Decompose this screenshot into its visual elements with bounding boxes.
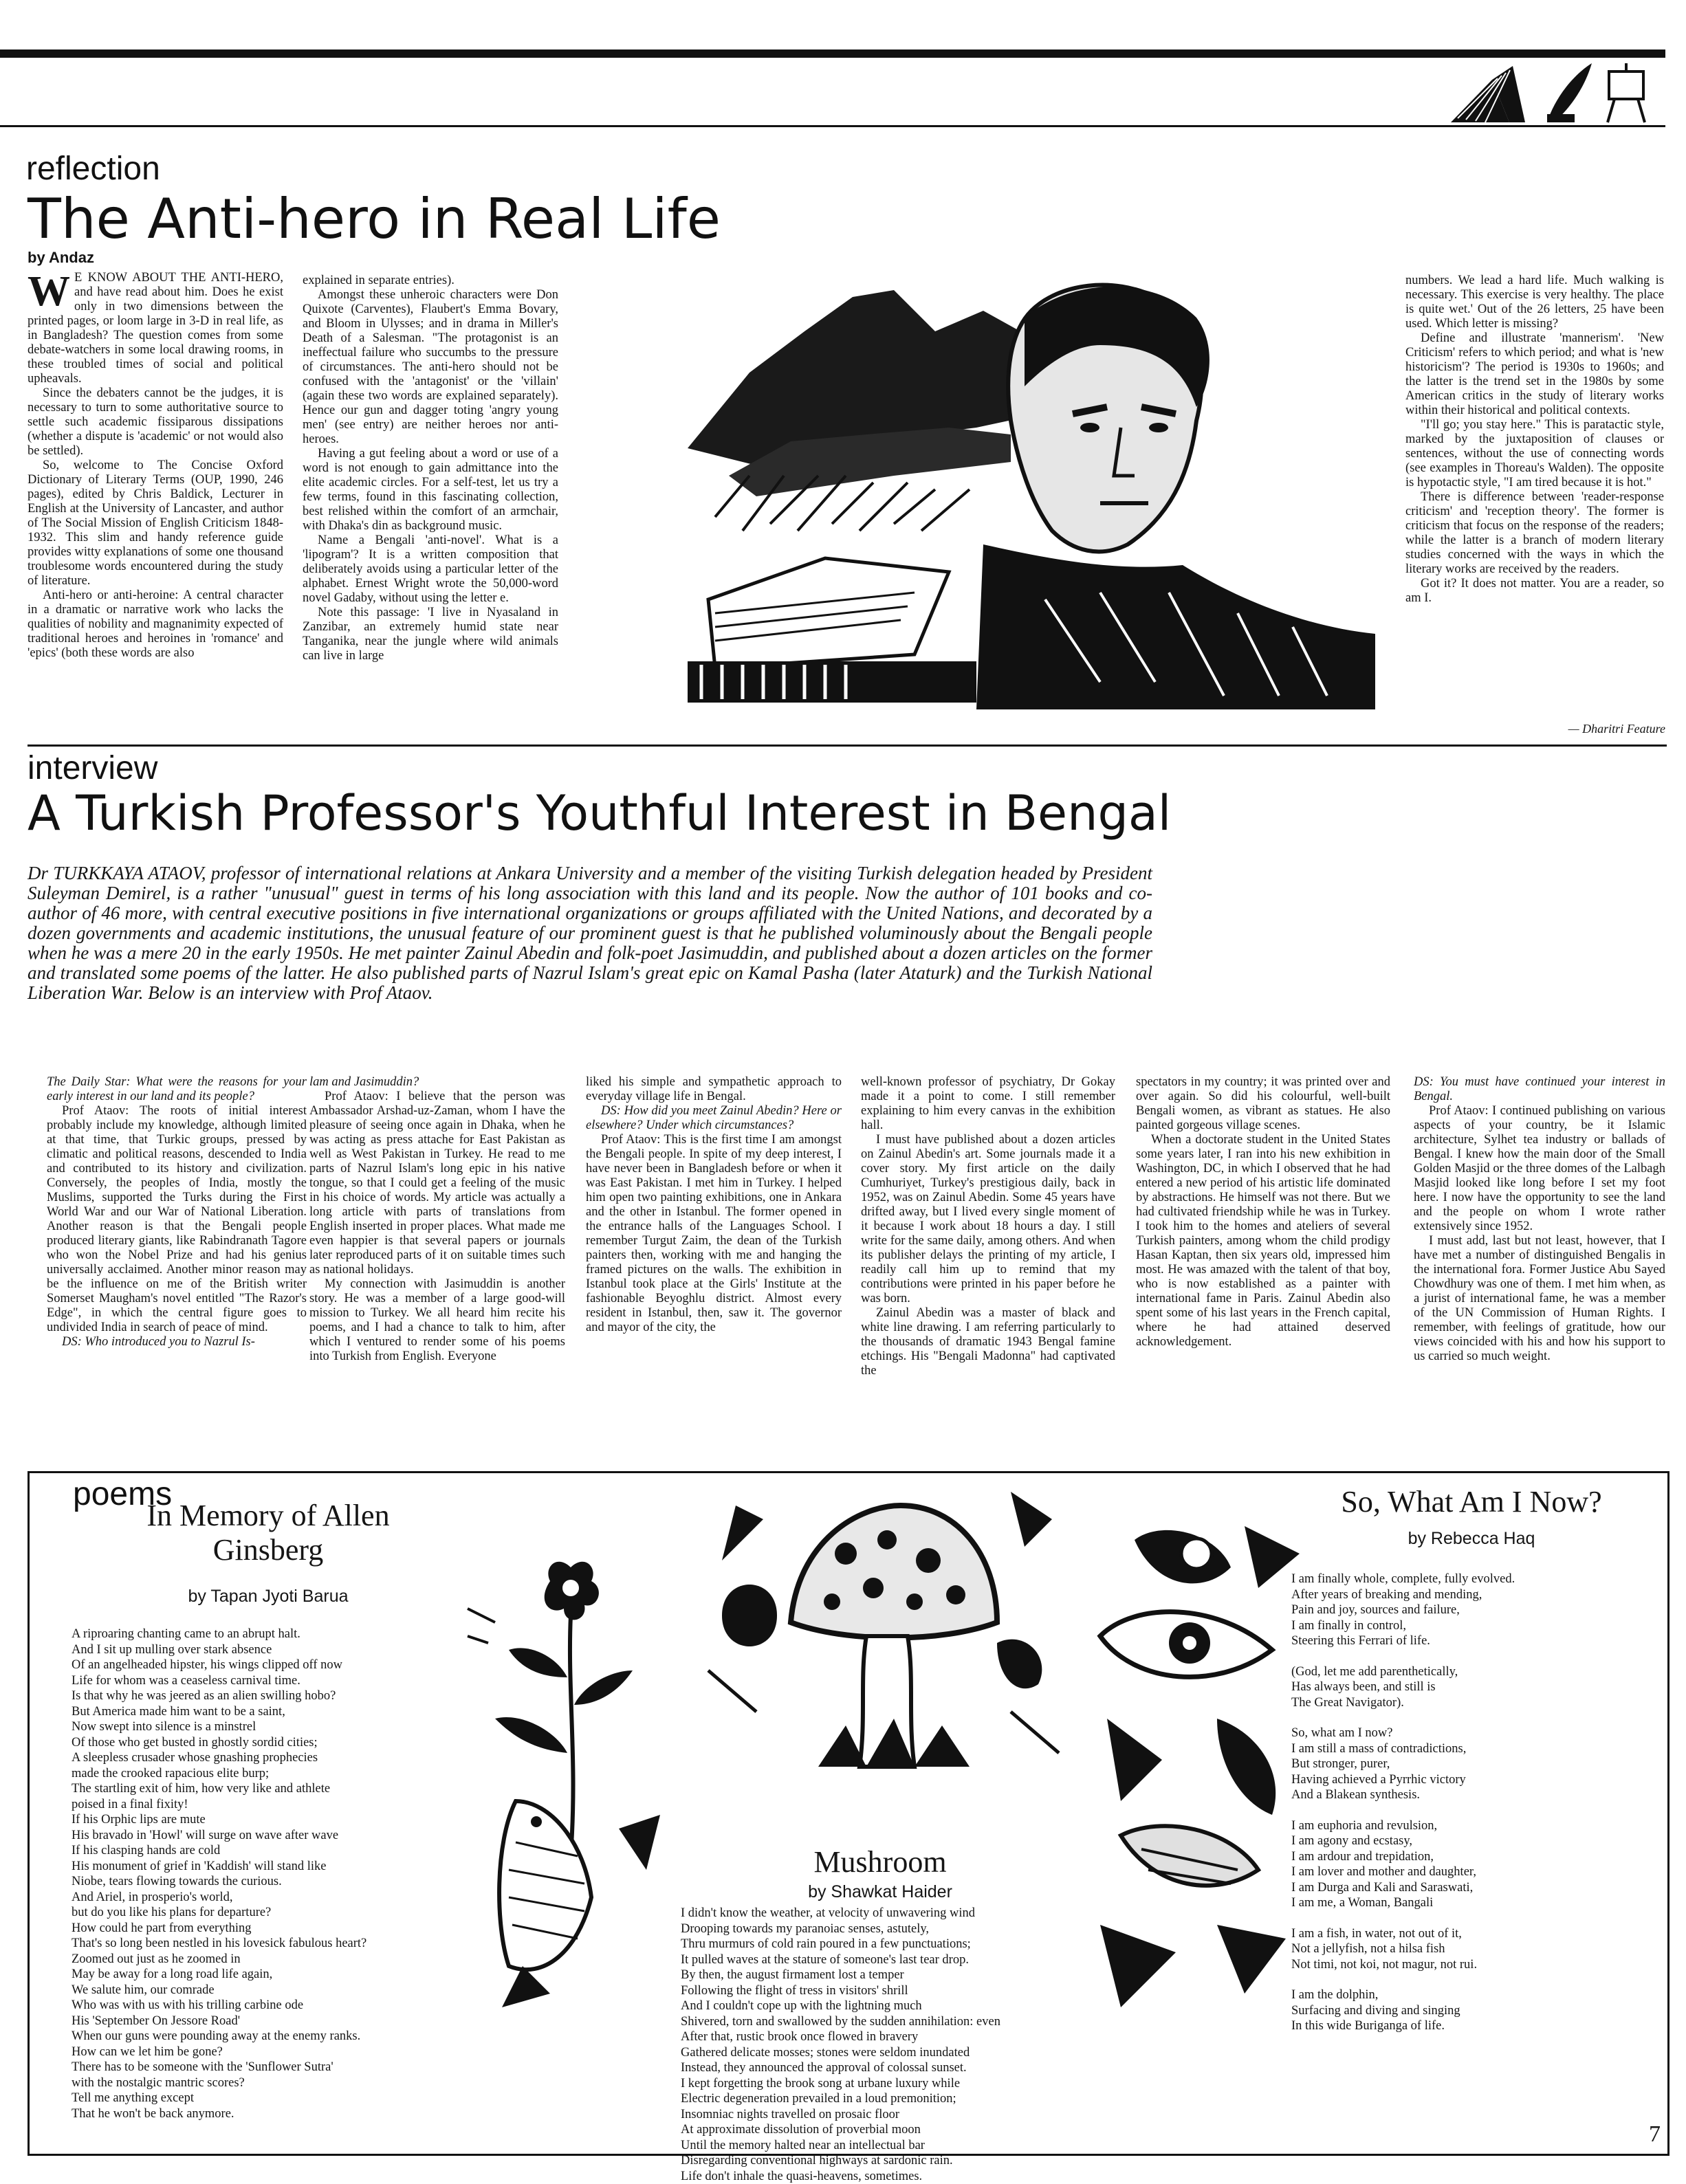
article-headline: A Turkish Professor's Youthful Interest in Bengal: [28, 785, 1171, 841]
drop-cap: W: [28, 274, 70, 309]
poem-line: By then, the august firmament lost a temper: [681, 1967, 1093, 1983]
poem-line: Surfacing and diving and singing: [1291, 2003, 1656, 2019]
poem-3-byline: by Rebecca Haq: [1293, 1529, 1650, 1549]
poem-line: But stronger, purer,: [1291, 1756, 1656, 1772]
header-rule: [0, 125, 1665, 127]
paragraph: numbers. We lead a hard life. Much walking is necessary. This exercise is very healthy. The place is quite wet.' Out of the 26 letters, 25 have been used. Which letter is missing?: [1405, 274, 1664, 331]
poem-line: made the crooked rapacious elite burp;: [72, 1766, 470, 1782]
paragraph: Name a Bengali 'anti-novel'. What is a 'lipogram'? It is a written composition that deliberately avoids using a particular letter of the alphabet. Ernest Wright wrote the 50,000-word novel Gadaby, without using the letter e.: [303, 533, 558, 606]
poem-line: Who was with us with his trilling carbine ode: [72, 1998, 470, 2014]
page-number: 7: [1649, 2121, 1661, 2148]
answer: well-known professor of psychiatry, Dr Gokay made it a point to come. I still remember explaining to him every canvas in the exhibition hall.: [861, 1075, 1115, 1133]
answer: I must have published about a dozen articles on Zainul Abedin's art. Some journals made it a cover story. My first article on the daily Cumhuriyet, Turkey's prestigious daily, back in 1952, was on Zainul Abedin. Some 45 years have drifted away, but I lived every single moment of it because I work about 18 hours a day. I still write for the same daily, among others. And when its publisher delays the printing of my article, I readily call him up to remind that my contributions were printed in his paper before he was born.: [861, 1133, 1115, 1306]
poem-2-text: [681, 1906, 1093, 2184]
poem-line: Is that why he was jeered as an alien swilling hobo?: [72, 1688, 470, 1704]
feature-credit: — Dharitri Feature: [1485, 722, 1665, 736]
poem-line: The startling exit of him, how very like and athlete: [72, 1781, 470, 1797]
poem-line: There has to be someone with the 'Sunflower Sutra': [72, 2060, 470, 2075]
poem-line: Has always been, and still is: [1291, 1679, 1656, 1695]
poem-line: (God, let me add parenthetically,: [1291, 1664, 1656, 1680]
paragraph: So, welcome to The Concise Oxford Dictionary of Literary Terms (OUP, 1990, 246 pages), edited by Chris Baldick, Lecturer in English at the University of Lancaster, and author of The Social Mission of English Criticism 1848-1932. This slim and handy reference guide provides witty explanations of some one thousand troublesome words encountered during the study of literature.: [28, 459, 283, 588]
poem-line: And I couldn't cope up with the lightning much: [681, 1998, 1093, 2014]
poem-line: Instead, they announced the approval of colossal sunset.: [681, 2060, 1093, 2076]
poem-line: It pulled waves at the stature of someone's last tear drop.: [681, 1952, 1093, 1968]
poem-line: In this wide Buriganga of life.: [1291, 2018, 1656, 2034]
poem-3-title: So, What Am I Now?: [1293, 1485, 1650, 1519]
poem-illustration-fish: [454, 1540, 701, 2021]
poem-line: Life don't inhale the quasi-heavens, sometimes.: [681, 2169, 1093, 2184]
article-column-3: [1405, 274, 1664, 606]
section-kicker-interview: interview: [28, 749, 157, 787]
poem-line: A sleepless crusader whose gnashing prophecies: [72, 1750, 470, 1766]
poem-1-text: [72, 1626, 470, 2121]
poem-line: Thru murmurs of cold rain poured in a few punctuations;: [681, 1937, 1093, 1952]
poem-line: I am finally in control,: [1291, 1618, 1656, 1634]
question: lam and Jasimuddin?: [309, 1075, 419, 1089]
paragraph: explained in separate entries).: [303, 274, 558, 288]
answer: Prof Ataov: The roots of initial interest probably include my knowledge, although limited at that time, that Turkic groups, pressed by climatic and political reasons, descended to India and contributed to its history and civilization. Conversely, the peoples of India, mostly the Muslims, supported the Turks during the First World War and our War of National Liberation. Another reason is that the Bengali people produced literary giants, like Rabindranath Tagore who won the Nobel Prize and had his genius universally acclaimed. Another minor reason may be the influence on me of the British writer Somerset Maugham's novel entitled "The Razor's Edge", in which the central figure goes to undivided India in search of peace of mind.: [47, 1104, 307, 1335]
poem-line: Insomniac nights travelled on prosaic floor: [681, 2107, 1093, 2123]
poem-stanza: [1291, 1818, 1656, 1911]
poem-line: I am agony and ecstasy,: [1291, 1833, 1656, 1849]
poem-stanza: [1291, 1664, 1656, 1711]
anti-hero-illustration: [688, 269, 1389, 709]
poem-line: That he won't be back anymore.: [72, 2106, 470, 2122]
paragraph: Having a gut feeling about a word or use of a word is not enough to gain admittance into the elite academic circles. For a self-test, let us try a few terms, found in this fascinating collection, best relished within the comfort of an armchair, with Dhaka's din as background music.: [303, 447, 558, 533]
paragraph: Note this passage: 'I live in Nyasaland in Zanzibar, an extremely humid state near Tanganika, near the jungle where wild animals can live in large: [303, 606, 558, 663]
paragraph: Define and illustrate 'mannerism'. 'New Criticism' refers to which period; and what is 'new historicism'? The period is 1930s to 1960s; and the latter is the trend set in the 1980s by some American critics in the study of literary works within their historical and political contexts.: [1405, 331, 1664, 418]
section-divider: [28, 744, 1667, 747]
poem-line: Of an angelheaded hipster, his wings clipped off now: [72, 1657, 470, 1673]
poem-line: But America made him want to be a saint,: [72, 1704, 470, 1720]
paragraph: Anti-hero or anti-heroine: A central character in a dramatic or narrative work who lacks the qualities of nobility and magnanimity expected of traditional heroes and heroines in 'romance' and 'epics' (both these words are also: [28, 588, 283, 661]
paragraph: Amongst these unheroic characters were Don Quixote (Carventes), Flaubert's Emma Bovary, and Bloom in Ulysses; and in drama in Miller's Death of a Salesman. "The protagonist is an ineffectual failure who succumbs to the pressure of circumstances. The anti-hero should not be confused with the 'antagonist' or the 'villain' (again these two words are explained separately). Hence our gun and dagger toting 'angry young men' (see entry) are neither heroes nor anti-heroes.: [303, 288, 558, 447]
poem-line: If his Orphic lips are mute: [72, 1812, 470, 1828]
quill-pen-icon: [1547, 63, 1592, 122]
poem-line: poised in a final fixity!: [72, 1797, 470, 1813]
section-icons: [1444, 59, 1664, 125]
poem-line: I am euphoria and revulsion,: [1291, 1818, 1656, 1834]
book-icon: [1451, 66, 1525, 122]
interview-column-5: [1136, 1075, 1390, 1349]
section-kicker-reflection: reflection: [26, 150, 160, 188]
poem-line: I am lover and mother and daughter,: [1291, 1864, 1656, 1880]
poem-line: I am finally whole, complete, fully evolved.: [1291, 1571, 1656, 1587]
article-column-1: [28, 271, 283, 661]
paragraph: Since the debaters cannot be the judges, it is necessary to turn to some authoritative source to settle such academic fissiparous dissipations (whether a dispute is 'academic' or not would also be settled).: [28, 386, 283, 459]
paragraph: E KNOW ABOUT THE ANTI-HERO, and have read about him. Does he exist only in two dimensions between the printed pages, or loom large in 3-D in real life, as in Bangladesh? The question comes from some debate-watchers in some local drawing rooms, in these troubled times of social and political upheavals.: [28, 271, 283, 386]
poem-line: Gathered delicate mosses; stones were seldom inundated: [681, 2045, 1093, 2061]
interview-column-6: [1414, 1075, 1665, 1364]
poem-line: Drooping towards my paranoiac senses, astutely,: [681, 1921, 1093, 1937]
poem-line: Pain and joy, sources and failure,: [1291, 1602, 1656, 1618]
interview-column-2: [309, 1075, 565, 1364]
poem-line: I kept forgetting the brook song at urbane luxury while: [681, 2076, 1093, 2092]
paragraph: "I'll go; you stay here." This is paratactic style, marked by the juxtaposition of clauses or sentences, without the use of connecting words (see examples in Thoreau's Walden). The opposite is hypotactic style, "I am tired because it is hot.": [1405, 418, 1664, 490]
poem-line: Now swept into silence is a minstrel: [72, 1719, 470, 1735]
poem-line: I am the dolphin,: [1291, 1987, 1656, 2003]
answer: spectators in my country; it was printed over and over again. So did his colourful, well-built Bengali women, as vibrant as statues. He also painted gorgeous village scenes.: [1136, 1075, 1390, 1133]
article-column-2: [303, 274, 558, 663]
poem-line: Not timi, not koi, not magur, not rui.: [1291, 1957, 1656, 1973]
poem-line: Having achieved a Pyrrhic victory: [1291, 1772, 1656, 1788]
poem-title-line: In Memory of Allen: [69, 1499, 468, 1533]
poem-line: but do you like his plans for departure?: [72, 1905, 470, 1921]
poem-line: After years of breaking and mending,: [1291, 1587, 1656, 1603]
interview-column-1: [47, 1075, 307, 1349]
poem-stanza: [1291, 1987, 1656, 2034]
paragraph: Got it? It does not matter. You are a reader, so am I.: [1405, 577, 1664, 606]
poem-line: After that, rustic brook once flowed in bravery: [681, 2029, 1093, 2045]
poem-3-text: [1291, 1571, 1656, 2049]
answer: Prof Ataov: I continued publishing on various aspects of your country, be it Islamic architecture, Sylhet tea industry or ballads of Bengal. I knew how the main door of the Small Golden Masjid or the three domes of the Lalbagh Masjid looked like long before I set my foot here. I now have the opportunity to see the land and the people on whom I wrote rather extensively since 1952.: [1414, 1104, 1665, 1234]
poem-line: Electric degeneration prevailed in a loud premonition;: [681, 2091, 1093, 2107]
poem-2-byline: by Shawkat Haider: [688, 1882, 1073, 1902]
poem-line: I am ardour and trepidation,: [1291, 1849, 1656, 1865]
section-kicker-poems: poems: [73, 1475, 172, 1513]
poem-line: A riproaring chanting came to an abrupt halt.: [72, 1626, 470, 1642]
poem-stanza: [1291, 1571, 1656, 1649]
article-byline: by Andaz: [28, 249, 94, 267]
poem-line: May be away for a long road life again,: [72, 1967, 470, 1983]
poem-1-byline: by Tapan Jyoti Barua: [69, 1587, 468, 1607]
poem-line: And I sit up mulling over stark absence: [72, 1642, 470, 1658]
poem-line: His bravado in 'Howl' will surge on wave after wave: [72, 1828, 470, 1844]
question: DS: How did you meet Zainul Abedin? Here or elsewhere? Under which circumstances?: [586, 1104, 842, 1132]
paragraph: There is difference between 'reader-response criticism' and 'reception theory'. The former is criticism that focus on the response of the readers; while the latter is a branch of modern literary studies concerned with the ways in which the literary works are received by the readers.: [1405, 490, 1664, 577]
poem-line: The Great Navigator).: [1291, 1695, 1656, 1711]
poem-line: Tell me anything except: [72, 2091, 470, 2106]
easel-icon: [1608, 63, 1645, 122]
interview-column-4: [861, 1075, 1115, 1378]
poem-line: If his clasping hands are cold: [72, 1843, 470, 1859]
poem-line: I am Durga and Kali and Saraswati,: [1291, 1880, 1656, 1896]
poem-line: Of those who get busted in ghostly sordid cities;: [72, 1735, 470, 1751]
poem-line: I am me, a Woman, Bangali: [1291, 1895, 1656, 1911]
poem-line: That's so long been nestled in his lovesick fabulous heart?: [72, 1936, 470, 1952]
poem-line: I am a fish, in water, not out of it,: [1291, 1926, 1656, 1942]
poem-line: So, what am I now?: [1291, 1725, 1656, 1741]
poem-line: Zoomed out just as he zoomed in: [72, 1952, 470, 1967]
poem-line: with the nostalgic mantric scores?: [72, 2075, 470, 2091]
question: DS: You must have continued your interest in Bengal.: [1414, 1075, 1665, 1103]
interview-intro: Dr TURKKAYA ATAOV, professor of international relations at Ankara University and a member of the visiting Turkish delegation headed by President Suleyman Demirel, is a rather "unusual" guest in terms of his long association with this land and its people. Now the author of 101 books and co-author of 46 more, with central executive positions in five international organizations or groups affiliated with the United Nations, and decorated by a dozen governments and academic institutions, the unusual feature of our prominent guest is that he published voluminously about the Bengali people when he was a mere 20 in the early 1950s. He met painter Zainul Abedin and folk-poet Jasimuddin, and published about a dozen articles on the former and translated some poems of the latter. He also published parts of Nazrul Islam's great epic on Kamal Pasha (later Ataturk) and the Turkish National Liberation War. Below is an interview with Prof Ataov.: [28, 863, 1152, 1003]
answer: When a doctorate student in the United States some years later, I ran into his new exhibition in Washington, DC, in which I observed that he had entered a new period of his artistic life dominated by abstractions. He himself was not there. But we had cultivated friendship while he was in Turkey. I took him to the homes and ateliers of several Turkish painters, among whom the child prodigy Hasan Kaptan, then six years old, impressed him most. He was amazed with the talent of that boy, who is now established as a painter with international fame in Paris. Zainul Abedin also spent some of his last years in the French capital, where he had attained deserved acknowledgement.: [1136, 1133, 1390, 1349]
poem-stanza: [1291, 1725, 1656, 1803]
poem-line: His 'September On Jessore Road': [72, 2014, 470, 2029]
poem-line: Not a jellyfish, not a hilsa fish: [1291, 1941, 1656, 1957]
answer: liked his simple and sympathetic approach to everyday village life in Bengal.: [586, 1075, 842, 1104]
poem-line: And Ariel, in prosperio's world,: [72, 1890, 470, 1906]
poem-line: How can we let him be gone?: [72, 2044, 470, 2060]
article-headline: The Anti-hero in Real Life: [28, 187, 721, 251]
poem-illustration-eye: [1080, 1512, 1313, 2035]
poem-line: Niobe, tears flowing towards the curious.: [72, 1874, 470, 1890]
poem-line: At approximate dissolution of proverbial moon: [681, 2122, 1093, 2138]
poem-line: When our guns were pounding away at the enemy ranks.: [72, 2029, 470, 2044]
poem-line: How could he part from everything: [72, 1921, 470, 1937]
answer: I must add, last but not least, however, that I have met a number of distinguished Bengalis in the international fora. Former Justice Abu Sayed Chowdhury was one of them. I met him when, as a jurist of international fame, he was a member of the UN Commission of Human Rights. I remember, with feelings of gratitude, how our views coincided with his and how his support to us carried so much weight.: [1414, 1234, 1665, 1364]
interview-column-3: [586, 1075, 842, 1335]
poem-line: We salute him, our comrade: [72, 1983, 470, 1998]
poem-line: His monument of grief in 'Kaddish' will stand like: [72, 1859, 470, 1875]
poem-line: Steering this Ferrari of life.: [1291, 1633, 1656, 1649]
answer: Prof Ataov: I believe that the person was Ambassador Arshad-uz-Zaman, whom I have the pleasure of seeing once again in Dhaka, when he was acting as press attache for East Pakistan as well as West Pakistan in Turkey. He read to me parts of Nazrul Islam's long epic in his native tongue, so that I could get a feeling of the music in his choice of words. My article was actually a long article with parts of translations from English inserted in proper places. What made me even happier is that several papers or journals later reproduced parts of it on suitable times such as national holidays.: [309, 1090, 565, 1277]
poem-line: Life for whom was a ceaseless carnival time.: [72, 1673, 470, 1689]
poem-title-line: Ginsberg: [69, 1533, 468, 1567]
poem-stanza: [1291, 1926, 1656, 1973]
answer: Prof Ataov: This is the first time I am amongst the Bengali people. In spite of my deep interest, I have never been in Bangladesh before or when it was East Pakistan. I met him in Turkey. I helped him open two painting exhibitions, one in Ankara and the other in Istanbul. The former opened in the entrance halls of the Languages School. I remember Turgut Zaim, the dean of the Turkish painters then, working with me and hanging the framed pictures on the walls. The exhibition in Istanbul took place at the Girls' Institute at the fashionable Beyoghlu district. Almost every resident in Istanbul, then, saw it. The governor and mayor of the city, the: [586, 1133, 842, 1335]
answer: My connection with Jasimuddin is another story. He was a member of a large good-will mission to Turkey. We all heard him recite his poems, and I had a chance to talk to him, after which I ventured to render some of his poems into Turkish from English. Everyone: [309, 1277, 565, 1364]
poem-line: I am still a mass of contradictions,: [1291, 1741, 1656, 1757]
poem-2-title: Mushroom: [688, 1845, 1073, 1879]
top-rule: [0, 49, 1665, 58]
question: The Daily Star: What were the reasons for your early interest in our land and its people?: [47, 1075, 307, 1103]
poem-line: Following the flight of tress in visitors' shrill: [681, 1983, 1093, 1999]
question: DS: Who introduced you to Nazrul Is-: [62, 1335, 255, 1349]
poem-line: I didn't know the weather, at velocity of unwavering wind: [681, 1906, 1093, 1921]
answer: Zainul Abedin was a master of black and white line drawing. I am referring particularly to the thousands of dramatic 1943 Bengal famine etchings. His "Bengali Madonna" had captivated the: [861, 1306, 1115, 1378]
poem-line: Disregarding conventional highways at sardonic rain.: [681, 2153, 1093, 2169]
poem-line: Shivered, torn and swallowed by the sudden annihilation: even: [681, 2014, 1093, 2030]
poem-1-heading: [69, 1499, 468, 1567]
poem-illustration-mushroom: [694, 1478, 1066, 1822]
poem-line: And a Blakean synthesis.: [1291, 1787, 1656, 1803]
poem-line: Until the memory halted near an intellectual bar: [681, 2138, 1093, 2154]
